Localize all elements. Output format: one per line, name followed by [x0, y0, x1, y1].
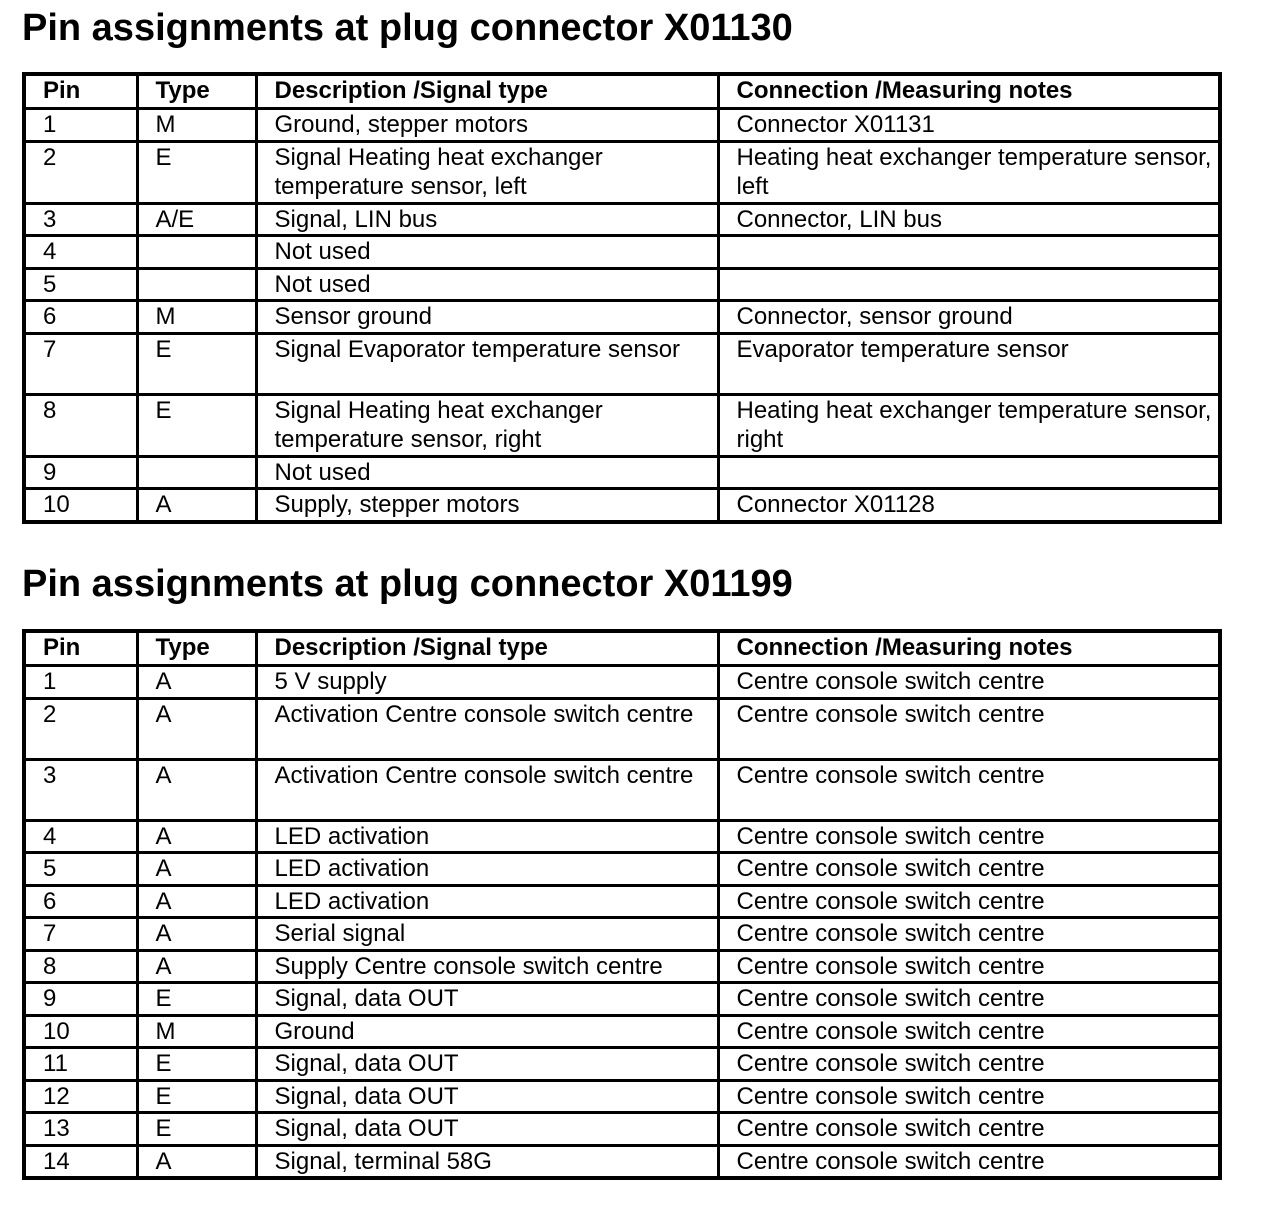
- cell-connection: Centre console switch centre: [718, 885, 1220, 918]
- cell-pin: 8: [24, 950, 137, 983]
- cell-type: [137, 268, 256, 301]
- cell-pin: 9: [24, 456, 137, 489]
- cell-connection: Centre console switch centre: [718, 950, 1220, 983]
- cell-pin: 5: [24, 268, 137, 301]
- cell-connection: Centre console switch centre: [718, 759, 1220, 820]
- cell-pin: 1: [24, 666, 137, 699]
- cell-type: E: [137, 983, 256, 1016]
- cell-description: Supply, stepper motors: [256, 489, 718, 522]
- cell-description: Supply Centre console switch centre: [256, 950, 718, 983]
- table-row: [24, 820, 1220, 853]
- table-row: [24, 1113, 1220, 1146]
- table-row: [24, 141, 1220, 203]
- pin-table-x01199: [22, 629, 1222, 1180]
- table-row: [24, 853, 1220, 886]
- cell-pin: 11: [24, 1048, 137, 1081]
- cell-pin: 4: [24, 236, 137, 269]
- cell-description: Signal, data OUT: [256, 1048, 718, 1081]
- cell-pin: 12: [24, 1080, 137, 1113]
- cell-description: Signal, data OUT: [256, 983, 718, 1016]
- table-row: [24, 918, 1220, 951]
- cell-description: 5 V supply: [256, 666, 718, 699]
- cell-description: Signal, data OUT: [256, 1080, 718, 1113]
- cell-pin: 13: [24, 1113, 137, 1146]
- cell-pin: 1: [24, 109, 137, 142]
- cell-connection: Evaporator temperature sensor: [718, 333, 1220, 394]
- table-row: [24, 1048, 1220, 1081]
- cell-description: Signal Evaporator temperature sensor: [256, 333, 718, 394]
- cell-pin: 10: [24, 489, 137, 522]
- cell-type: [137, 236, 256, 269]
- table-row: [24, 268, 1220, 301]
- cell-description: LED activation: [256, 885, 718, 918]
- table-row: [24, 456, 1220, 489]
- header-type: Type: [137, 74, 256, 109]
- table-row: [24, 109, 1220, 142]
- table-row: [24, 983, 1220, 1016]
- table-header-row: [24, 631, 1220, 666]
- cell-type: A: [137, 759, 256, 820]
- cell-type: M: [137, 1015, 256, 1048]
- cell-type: A: [137, 698, 256, 759]
- cell-connection: Heating heat exchanger temperature sensor, left: [718, 141, 1220, 203]
- cell-connection: [718, 236, 1220, 269]
- header-connection: Connection /Measuring notes: [718, 631, 1220, 666]
- cell-pin: 2: [24, 141, 137, 203]
- cell-connection: Connector, LIN bus: [718, 203, 1220, 236]
- cell-description: Not used: [256, 236, 718, 269]
- cell-type: E: [137, 333, 256, 394]
- header-connection: Connection /Measuring notes: [718, 74, 1220, 109]
- table-row: [24, 698, 1220, 759]
- cell-pin: 6: [24, 301, 137, 334]
- cell-connection: Heating heat exchanger temperature sensor, right: [718, 394, 1220, 456]
- table-row: [24, 885, 1220, 918]
- cell-pin: 6: [24, 885, 137, 918]
- cell-connection: Centre console switch centre: [718, 853, 1220, 886]
- cell-connection: Centre console switch centre: [718, 983, 1220, 1016]
- cell-description: Not used: [256, 456, 718, 489]
- section-title-x01199: Pin assignments at plug connector X01199: [22, 563, 793, 605]
- cell-connection: Centre console switch centre: [718, 1145, 1220, 1178]
- section-title-x01130: Pin assignments at plug connector X01130: [22, 7, 793, 49]
- cell-pin: 3: [24, 203, 137, 236]
- header-description: Description /Signal type: [256, 74, 718, 109]
- cell-description: Signal, LIN bus: [256, 203, 718, 236]
- cell-description: LED activation: [256, 820, 718, 853]
- table-row: [24, 394, 1220, 456]
- cell-pin: 7: [24, 918, 137, 951]
- cell-type: E: [137, 141, 256, 203]
- table-row: [24, 203, 1220, 236]
- table-row: [24, 759, 1220, 820]
- cell-type: E: [137, 1048, 256, 1081]
- cell-connection: Centre console switch centre: [718, 1015, 1220, 1048]
- cell-description: Not used: [256, 268, 718, 301]
- table-row: [24, 950, 1220, 983]
- cell-description: Ground, stepper motors: [256, 109, 718, 142]
- cell-type: A: [137, 885, 256, 918]
- header-type: Type: [137, 631, 256, 666]
- cell-pin: 4: [24, 820, 137, 853]
- cell-description: Signal, terminal 58G: [256, 1145, 718, 1178]
- cell-description: Signal, data OUT: [256, 1113, 718, 1146]
- cell-description: Sensor ground: [256, 301, 718, 334]
- table-header-row: [24, 74, 1220, 109]
- table-row: [24, 666, 1220, 699]
- cell-description: Serial signal: [256, 918, 718, 951]
- cell-type: A: [137, 666, 256, 699]
- cell-connection: Connector, sensor ground: [718, 301, 1220, 334]
- cell-type: E: [137, 1113, 256, 1146]
- cell-description: Activation Centre console switch centre: [256, 698, 718, 759]
- cell-type: M: [137, 109, 256, 142]
- cell-connection: Centre console switch centre: [718, 820, 1220, 853]
- header-pin: Pin: [24, 74, 137, 109]
- cell-pin: 2: [24, 698, 137, 759]
- cell-pin: 8: [24, 394, 137, 456]
- cell-type: A: [137, 489, 256, 522]
- cell-type: A: [137, 820, 256, 853]
- cell-type: A: [137, 918, 256, 951]
- cell-description: Signal Heating heat exchanger temperature sensor, right: [256, 394, 718, 456]
- table-row: [24, 1080, 1220, 1113]
- cell-type: A: [137, 1145, 256, 1178]
- table-row: [24, 301, 1220, 334]
- table-row: [24, 489, 1220, 522]
- table-row: [24, 236, 1220, 269]
- cell-pin: 5: [24, 853, 137, 886]
- cell-description: Signal Heating heat exchanger temperature sensor, left: [256, 141, 718, 203]
- cell-type: E: [137, 394, 256, 456]
- cell-pin: 9: [24, 983, 137, 1016]
- cell-type: A: [137, 950, 256, 983]
- cell-pin: 7: [24, 333, 137, 394]
- table-row: [24, 1015, 1220, 1048]
- cell-pin: 14: [24, 1145, 137, 1178]
- header-description: Description /Signal type: [256, 631, 718, 666]
- cell-connection: Centre console switch centre: [718, 1048, 1220, 1081]
- cell-connection: Centre console switch centre: [718, 1113, 1220, 1146]
- table-row: [24, 333, 1220, 394]
- cell-connection: Centre console switch centre: [718, 918, 1220, 951]
- pin-table-x01130: [22, 72, 1222, 524]
- cell-connection: Centre console switch centre: [718, 698, 1220, 759]
- cell-type: [137, 456, 256, 489]
- cell-pin: 10: [24, 1015, 137, 1048]
- cell-type: E: [137, 1080, 256, 1113]
- cell-connection: Connector X01131: [718, 109, 1220, 142]
- cell-type: M: [137, 301, 256, 334]
- cell-connection: Connector X01128: [718, 489, 1220, 522]
- table-row: [24, 1145, 1220, 1178]
- cell-type: A/E: [137, 203, 256, 236]
- header-pin: Pin: [24, 631, 137, 666]
- cell-pin: 3: [24, 759, 137, 820]
- cell-connection: [718, 268, 1220, 301]
- cell-connection: [718, 456, 1220, 489]
- cell-connection: Centre console switch centre: [718, 1080, 1220, 1113]
- cell-description: Activation Centre console switch centre: [256, 759, 718, 820]
- cell-description: Ground: [256, 1015, 718, 1048]
- cell-type: A: [137, 853, 256, 886]
- cell-description: LED activation: [256, 853, 718, 886]
- cell-connection: Centre console switch centre: [718, 666, 1220, 699]
